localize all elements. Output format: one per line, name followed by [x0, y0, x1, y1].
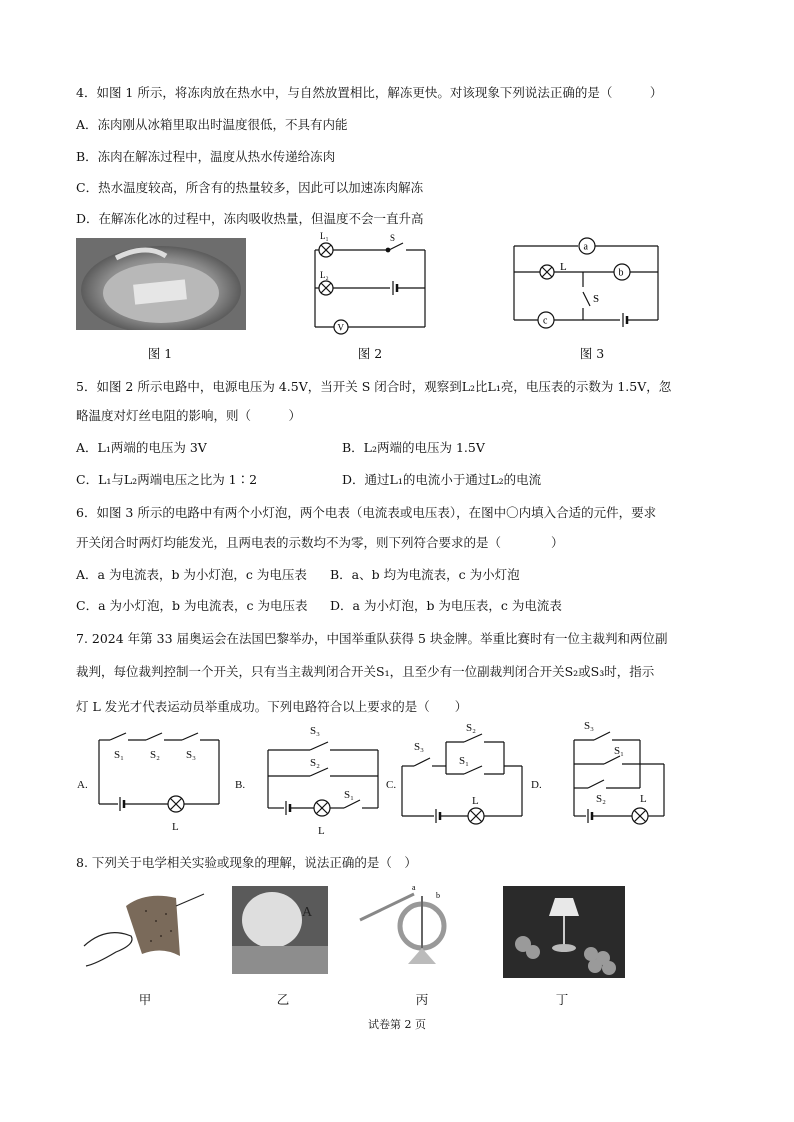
q5-option-d: D．通过L₁的电流小于通过L₂的电流 — [342, 472, 542, 487]
q8-image-ding — [503, 886, 625, 978]
svg-text:L: L — [172, 821, 179, 833]
svg-text:A.: A. — [77, 779, 88, 791]
q4-option-d: D．在解冻化冰的过程中，冻肉吸收热量，但温度不会一直升高 — [76, 211, 424, 226]
q4-option-c: C．热水温度较高，所含有的热量较多，因此可以加速冻肉解冻 — [76, 180, 424, 195]
svg-text:L: L — [560, 261, 567, 273]
q6-option-a: A．a 为电流表，b 为小灯泡，c 为电压表 — [76, 567, 307, 582]
q7-stem-line1: 7. 2024 年第 33 届奥运会在法国巴黎举办，中国举重队获得 5 块金牌。举重比赛时有一位主裁判和两位副 — [76, 631, 668, 646]
fig3-circuit — [500, 232, 670, 332]
q8-stem: 8. 下列关于电学相关实验或现象的理解，说法正确的是（ ） — [76, 855, 417, 870]
q8-image-yi — [232, 886, 328, 974]
svg-text:b: b — [618, 267, 624, 279]
svg-text:S₁: S₁ — [614, 745, 624, 757]
q8-caption-bing: 丙 — [415, 992, 429, 1007]
svg-text:L: L — [318, 825, 325, 837]
q7-stem-line3: 灯 L 发光才代表运动员举重成功。下列电路符合以上要求的是（ ） — [76, 699, 468, 714]
q6-option-b: B．a、b 均为电流表，c 为小灯泡 — [330, 567, 520, 582]
q5-stem-line1: 5．如图 2 所示电路中，电源电压为 4.5V，当开关 S 闭合时，观察到L₂比L₁亮，电压表的示数为 1.5V，忽 — [76, 379, 672, 394]
svg-text:S: S — [593, 293, 600, 305]
q5-option-c: C．L₁与L₂两端电压之比为 1∶2 — [76, 472, 258, 487]
svg-text:S₁: S₁ — [344, 789, 354, 801]
svg-text:a: a — [583, 241, 588, 253]
svg-text:B.: B. — [235, 779, 246, 791]
q4-option-b: B．冻肉在解冻过程中，温度从热水传递给冻肉 — [76, 149, 336, 164]
svg-text:S₂: S₂ — [310, 757, 320, 769]
q5-option-b: B．L₂两端的电压为 1.5V — [342, 440, 485, 455]
svg-text:V: V — [337, 322, 344, 333]
q4-option-a: A．冻肉刚从冰箱里取出时温度很低，不具有内能 — [76, 117, 348, 132]
svg-text:a: a — [412, 883, 416, 892]
q7-stem-line2: 裁判，每位裁判控制一个开关，只有当主裁判闭合开关S₁，且至少有一位副裁判闭合开关S₂或S₃时，指示 — [76, 664, 655, 679]
q7-circuit-options — [74, 716, 674, 840]
svg-text:S₂: S₂ — [596, 793, 606, 805]
svg-text:S₂: S₂ — [150, 749, 160, 761]
page-footer: 试卷第 2 页 — [368, 1018, 426, 1031]
fig2-circuit — [300, 230, 440, 340]
q6-stem-line1: 6．如图 3 所示的电路中有两个小灯泡，两个电表（电流表或电压表），在图中〇内填入合适的元件，要求 — [76, 505, 657, 520]
fig3-caption: 图 3 — [579, 346, 605, 361]
q8-image-bing — [352, 882, 452, 974]
svg-text:S₂: S₂ — [466, 722, 476, 734]
q4-stem: 4．如图 1 所示，将冻肉放在热水中，与自然放置相比，解冻更快。对该现象下列说法正确的是（ ） — [76, 85, 663, 100]
q8-image-jia — [76, 886, 208, 978]
svg-text:S: S — [390, 233, 396, 243]
svg-text:D.: D. — [531, 779, 542, 791]
svg-text:L₂: L₂ — [320, 270, 329, 280]
svg-text:L₁: L₁ — [320, 231, 329, 241]
svg-text:b: b — [436, 891, 440, 900]
q8-caption-yi: 乙 — [276, 992, 290, 1007]
q6-stem-line2: 开关闭合时两灯均能发光，且两电表的示数均不为零，则下列符合要求的是（ ） — [76, 535, 564, 550]
svg-text:S₃: S₃ — [584, 720, 594, 732]
svg-text:S₃: S₃ — [414, 741, 424, 753]
svg-text:S₁: S₁ — [459, 755, 469, 767]
fig2-caption: 图 2 — [357, 346, 383, 361]
svg-text:c: c — [543, 315, 548, 327]
svg-text:L: L — [472, 795, 479, 807]
svg-text:A: A — [302, 905, 313, 920]
svg-text:S₁: S₁ — [114, 749, 124, 761]
q6-option-d: D．a 为小灯泡，b 为电压表，c 为电流表 — [330, 598, 562, 613]
q8-caption-ding: 丁 — [555, 992, 569, 1007]
q5-stem-line2: 略温度对灯丝电阻的影响，则（ ） — [76, 408, 302, 423]
svg-text:S₃: S₃ — [186, 749, 196, 761]
svg-text:C.: C. — [386, 779, 397, 791]
svg-text:L: L — [640, 793, 647, 805]
q6-option-c: C．a 为小灯泡，b 为电流表，c 为电压表 — [76, 598, 308, 613]
q5-option-a: A．L₁两端的电压为 3V — [76, 440, 207, 455]
q8-caption-jia: 甲 — [138, 992, 152, 1007]
svg-text:S₃: S₃ — [310, 725, 320, 737]
fig1-photo — [76, 238, 246, 330]
fig1-caption: 图 1 — [147, 346, 173, 361]
